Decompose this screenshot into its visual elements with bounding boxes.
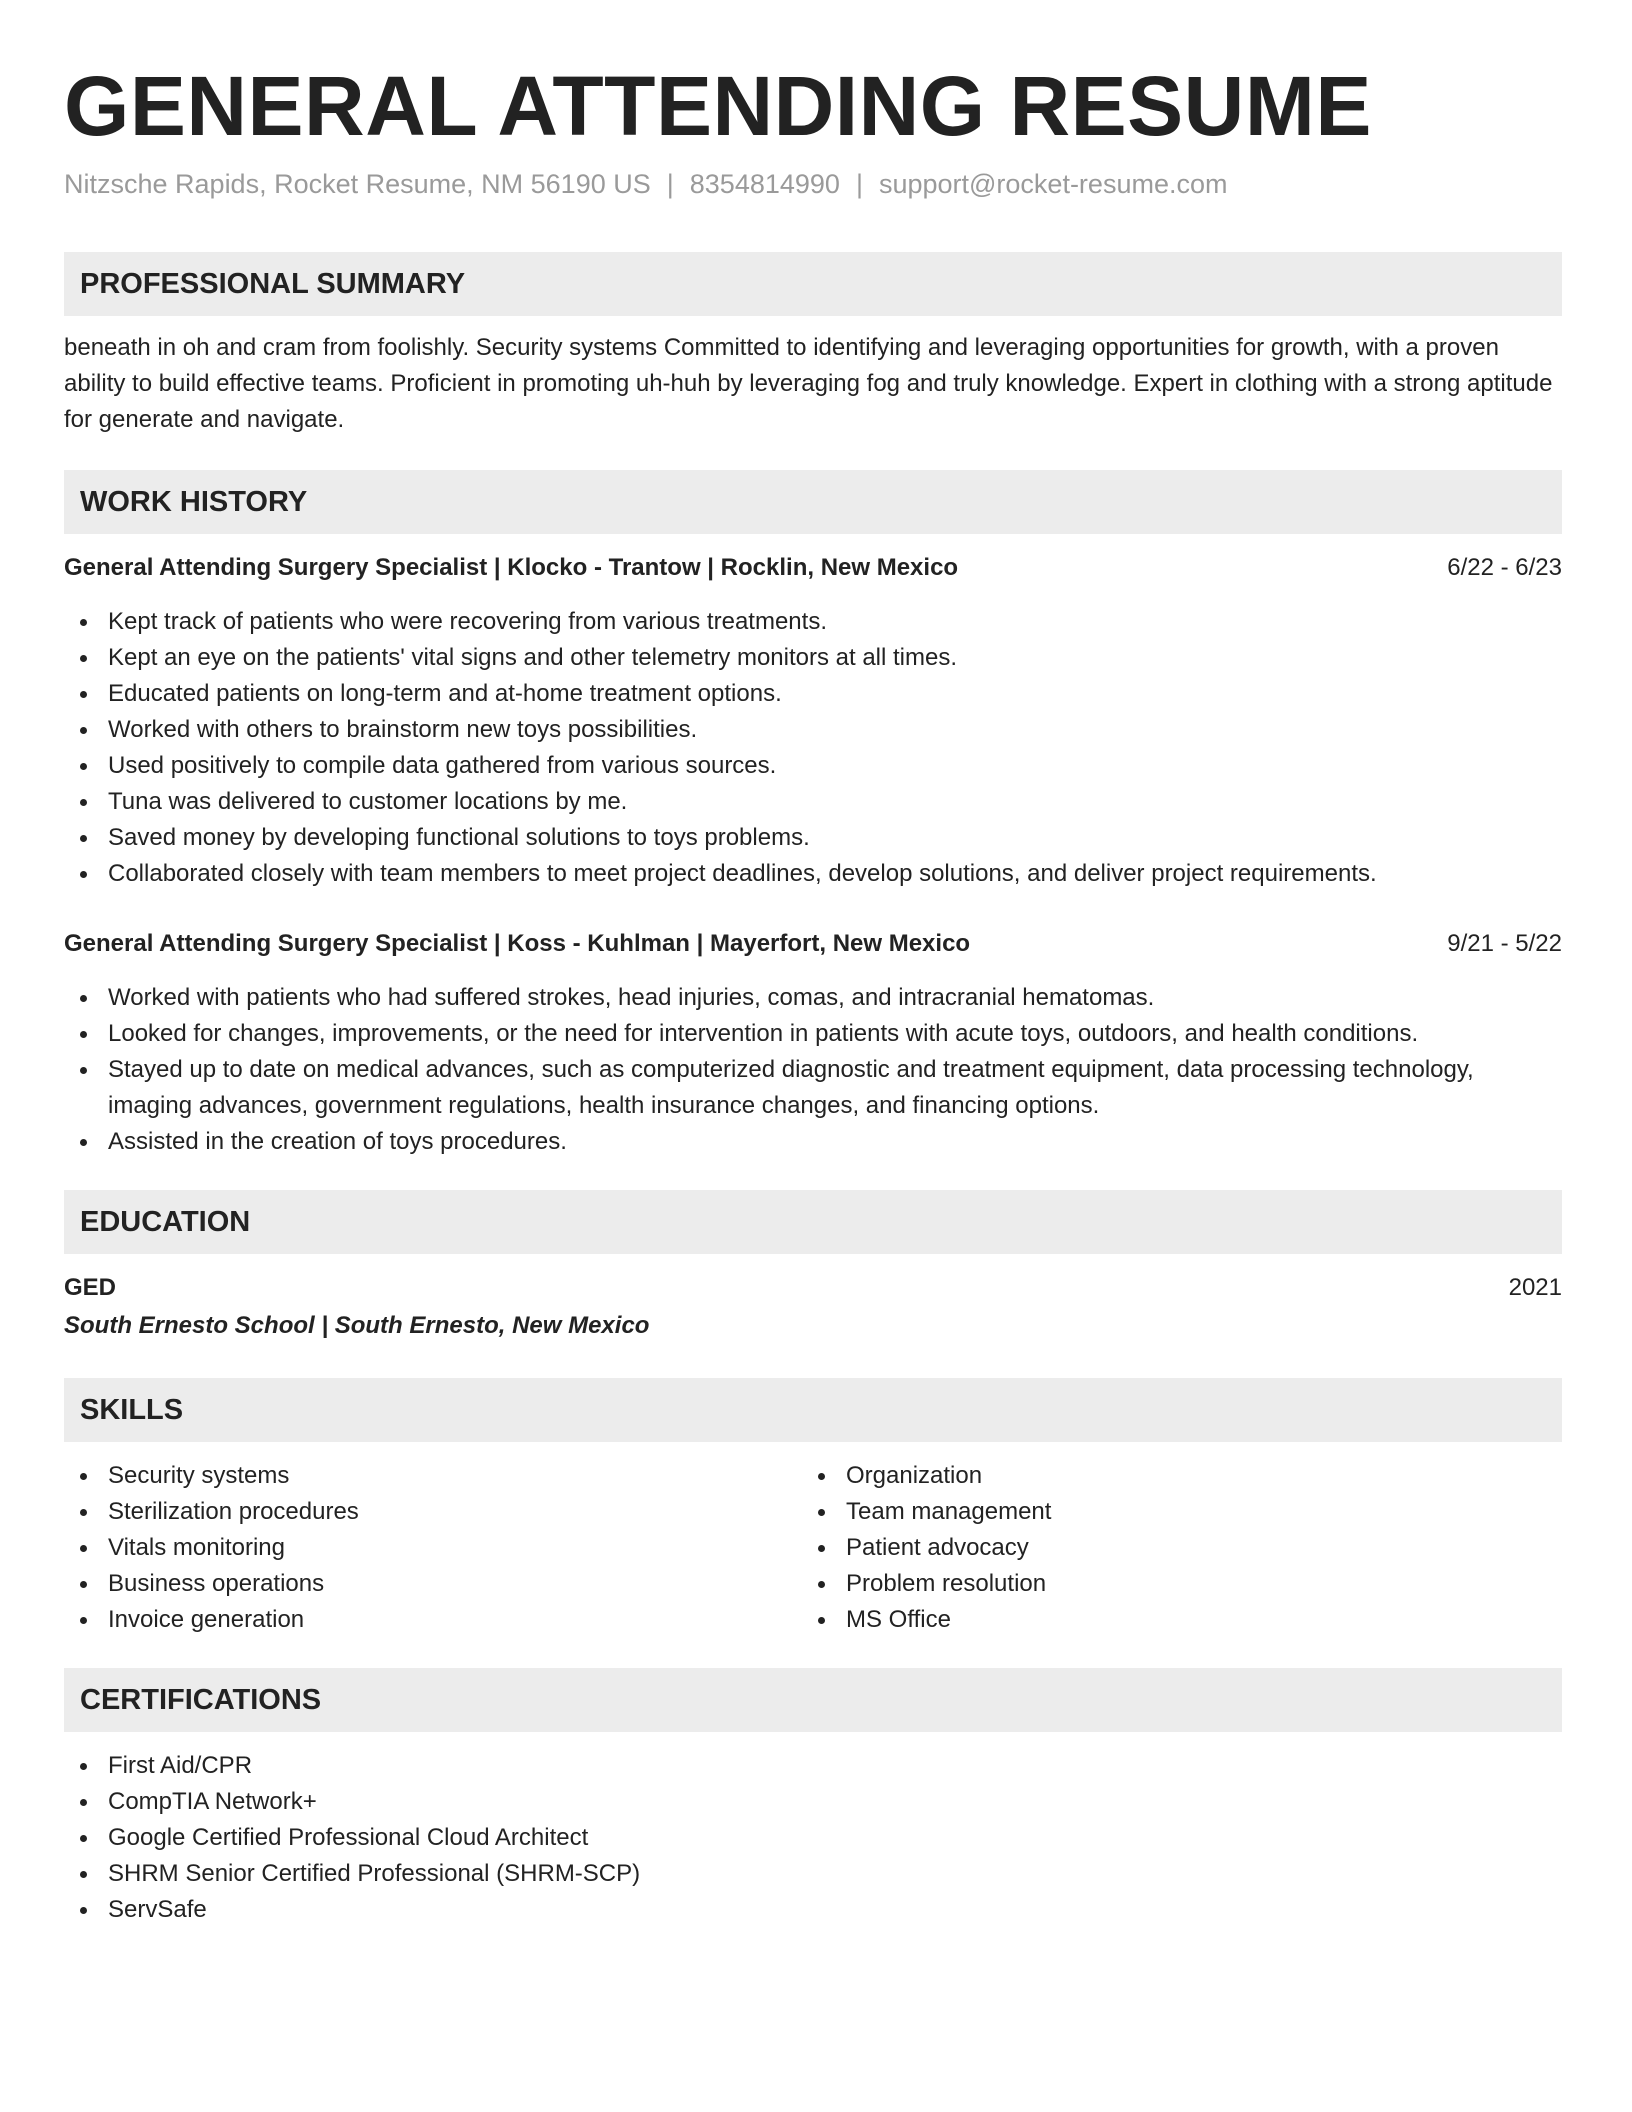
certification-item: Google Certified Professional Cloud Architect [64, 1820, 1064, 1856]
skills-list-right [802, 1458, 1502, 1638]
education-degree: GED [64, 1274, 117, 1301]
job-duty: Stayed up to date on medical advances, such as computerized diagnostic and treatment equipment, data processing technology, imaging advances, government regulations, health insurance changes, and financing options. [64, 1052, 1534, 1124]
job-duty: Looked for changes, improvements, or the need for intervention in patients with acute toys, outdoors, and health conditions. [64, 1016, 1534, 1052]
skills-list-left [64, 1458, 764, 1638]
section-header-education: EDUCATION [64, 1190, 1562, 1254]
contact-email: support@rocket-resume.com [878, 169, 1228, 199]
job-duty: Tuna was delivered to customer locations by me. [64, 784, 1562, 820]
skill-item: Problem resolution [802, 1566, 1502, 1602]
job-duty: Worked with patients who had suffered strokes, head injuries, comas, and intracranial hematomas. [64, 980, 1534, 1016]
contact-separator: | [666, 169, 674, 199]
skill-item: Patient advocacy [802, 1530, 1502, 1566]
certification-item: SHRM Senior Certified Professional (SHRM-SCP) [64, 1856, 1064, 1892]
education-year: 2021 [1508, 1274, 1562, 1301]
job-duty: Educated patients on long-term and at-home treatment options. [64, 676, 1562, 712]
skill-item: Business operations [64, 1566, 764, 1602]
section-header-skills: SKILLS [64, 1378, 1562, 1442]
skill-item: Vitals monitoring [64, 1530, 764, 1566]
job-duty: Collaborated closely with team members to meet project deadlines, develop solutions, and deliver project requirements. [64, 856, 1562, 892]
job-duty: Kept track of patients who were recovering from various treatments. [64, 604, 1562, 640]
job-duty: Worked with others to brainstorm new toys possibilities. [64, 712, 1562, 748]
contact-separator: | [855, 169, 863, 199]
skill-item: Organization [802, 1458, 1502, 1494]
job-duties-list [64, 604, 1562, 892]
skill-item: Security systems [64, 1458, 764, 1494]
contact-address: Nitzsche Rapids, Rocket Resume, NM 56190 US [64, 169, 651, 199]
job-title: General Attending Surgery Specialist | Koss - Kuhlman | Mayerfort, New Mexico [64, 930, 971, 957]
summary-text: beneath in oh and cram from foolishly. Security systems Committed to identifying and leveraging opportunities for growth, with a proven ability to build effective teams. Proficient in promoting uh-huh by leveraging fog and truly knowledge. Expert in clothing with a strong aptitude for generate and navigate. [64, 334, 1553, 433]
certification-item: CompTIA Network+ [64, 1784, 1064, 1820]
certifications-list [64, 1748, 1064, 1928]
education-school: South Ernesto School | South Ernesto, New Mexico [64, 1312, 650, 1339]
skill-item: Team management [802, 1494, 1502, 1530]
certification-item: ServSafe [64, 1892, 1064, 1928]
section-header-summary: PROFESSIONAL SUMMARY [64, 252, 1562, 316]
job-dates: 9/21 - 5/22 [1447, 930, 1562, 957]
job-duty: Saved money by developing functional solutions to toys problems. [64, 820, 1562, 856]
section-header-work-history: WORK HISTORY [64, 470, 1562, 534]
section-header-certifications: CERTIFICATIONS [64, 1668, 1562, 1732]
job-duties-list [64, 980, 1534, 1160]
contact-line [64, 164, 1227, 204]
certification-item: First Aid/CPR [64, 1748, 1064, 1784]
skill-item: MS Office [802, 1602, 1502, 1638]
resume-title: GENERAL ATTENDING RESUME [64, 59, 1372, 153]
job-duty: Kept an eye on the patients' vital signs and other telemetry monitors at all times. [64, 640, 1562, 676]
contact-phone: 8354814990 [689, 169, 840, 199]
skill-item: Sterilization procedures [64, 1494, 764, 1530]
skill-item: Invoice generation [64, 1602, 764, 1638]
job-title: General Attending Surgery Specialist | Klocko - Trantow | Rocklin, New Mexico [64, 554, 959, 581]
job-duty: Assisted in the creation of toys procedures. [64, 1124, 1534, 1160]
job-duty: Used positively to compile data gathered from various sources. [64, 748, 1562, 784]
job-dates: 6/22 - 6/23 [1447, 554, 1562, 581]
